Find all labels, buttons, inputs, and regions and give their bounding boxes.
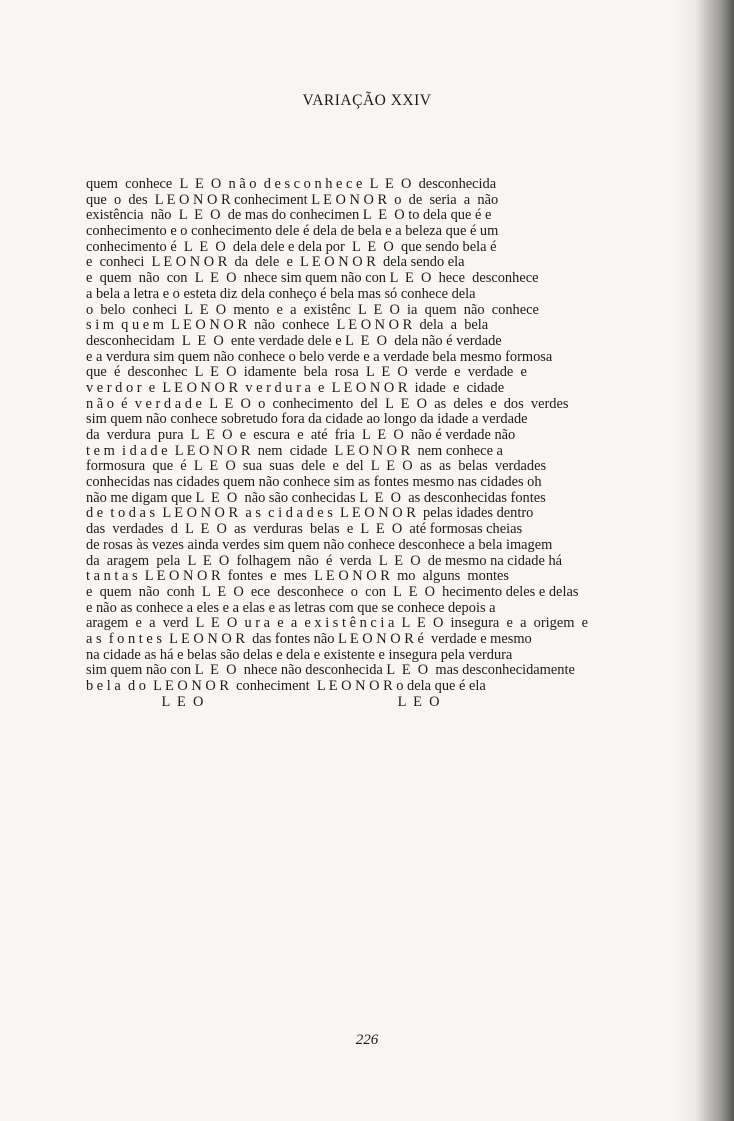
- poem-line: e conheci L E O N O R da dele e L E O N O R dela sendo ela: [86, 254, 465, 271]
- poem-line: conhecimento é L E O dela dele e dela por L E O que sendo bela é: [86, 238, 497, 255]
- poem-line: a s f o n t e s L E O N O R das fontes não L E O N O R é verdade e mesmo: [86, 630, 532, 647]
- poem-line: conhecimento e o conhecimento dele é dela de bela e a beleza que é um: [86, 223, 499, 240]
- poem-line: o belo conheci L E O mento e a existênc L E O ia quem não conhece: [86, 301, 539, 318]
- poem-line: aragem e a verd L E O u r a e a e x i s t ê n c i a L E O insegura e a origem e: [86, 615, 589, 632]
- poem-line: existência não L E O de mas do conhecimen L E O to dela que é e: [86, 207, 492, 224]
- page-number: 226: [355, 1032, 379, 1048]
- poem-line: da aragem pela L E O folhagem não é verda L E O de mesmo na cidade há: [86, 552, 563, 569]
- poem-line: v e r d o r e L E O N O R v e r d u r a e L E O N O R idade e cidade: [86, 379, 505, 396]
- poem-line: quem conhece L E O n ã o d e s c o n h e c e L E O desconhecida: [86, 176, 497, 192]
- poem-line: d e t o d a s L E O N O R a s c i d a d e s L E O N O R pelas idades dentro: [86, 505, 534, 522]
- poem-line: n ã o é v e r d a d e L E O o conhecimento del L E O as deles e dos verdes: [86, 395, 569, 412]
- poem-line: e quem não conh L E O ece desconhece o con L E O hecimento deles e delas: [86, 583, 579, 600]
- poem-body: [86, 177, 734, 710]
- poem-line: não me digam que L E O não são conhecidas L E O as desconhecidas fontes: [86, 489, 546, 506]
- poem-line: que é desconhec L E O idamente bela rosa L E O verde e verdade e: [86, 364, 527, 381]
- poem-line: da verdura pura L E O e escura e até fria L E O não é verdade não: [86, 427, 516, 443]
- poem-line: L E O L E O: [86, 693, 440, 710]
- poem-line: das verdades d L E O as verduras belas e L E O até formosas cheias: [86, 521, 523, 538]
- poem-line: formosura que é L E O sua suas dele e del L E O as as belas verdades: [86, 458, 547, 475]
- poem-line: que o des L E O N O R conheciment L E O N O R o de seria a não: [86, 191, 499, 208]
- poem-line: sim quem não conhece sobretudo fora da cidade ao longo da idade a verdade: [86, 411, 528, 428]
- poem-line: b e l a d o L E O N O R conheciment L E O N O R o dela que é ela: [86, 678, 486, 694]
- poem-line: t e m i d a d e L E O N O R nem cidade L E O N O R nem conhece a: [86, 442, 503, 459]
- poem-line: e a verdura sim quem não conhece o belo verde e a verdade bela mesmo formosa: [86, 348, 553, 365]
- page-title: VARIAÇÃO XXIV: [302, 92, 432, 109]
- poem-line: sim quem não con L E O nhece não desconhecida L E O mas desconhecidamente: [86, 662, 575, 679]
- poem-line: desconhecidam L E O ente verdade dele e L E O dela não é verdade: [86, 332, 502, 349]
- poem-line: t a n t a s L E O N O R fontes e mes L E O N O R mo alguns montes: [86, 568, 510, 585]
- poem-line: e não as conhece a eles e a elas e as letras com que se conhece depois a: [86, 599, 496, 616]
- poem-line: s i m q u e m L E O N O R não conhece L E O N O R dela a bela: [86, 317, 489, 334]
- poem-line: na cidade as há e belas são delas e dela e existente e insegura pela verdura: [86, 646, 513, 663]
- poem-line: de rosas às vezes ainda verdes sim quem não conhece desconhece a bela imagem: [86, 536, 553, 553]
- poem-line: a bela a letra e o esteta diz dela conheço é bela mas só conhece dela: [86, 285, 476, 302]
- poem-line: e quem não con L E O nhece sim quem não con L E O hece desconhece: [86, 270, 539, 287]
- poem-line: conhecidas nas cidades quem não conhece sim as fontes mesmo nas cidades oh: [86, 474, 542, 491]
